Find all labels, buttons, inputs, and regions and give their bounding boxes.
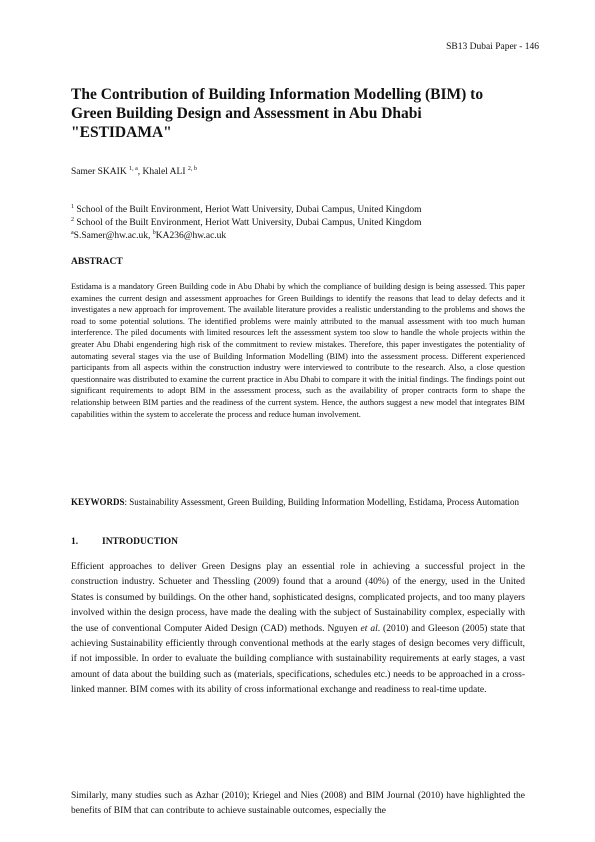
body-paragraph: Similarly, many studies such as Azhar (2010); Kriegel and Nies (2008) and BIM Journal (2010) have highlighted the benefits of BIM that can contribute to achieve sustainable outcomes, especially the bbox=[71, 791, 525, 817]
paragraph-text: Efficient approaches to deliver Green Designs play an essential role in achieving a successful project in the construction industry. Schueter and Thessling (2009) found that a around (40%) of the energy, used in the United States is consumed by buildings. On the other hand, sophisticated designs, complicated projects, and too many players involved within the design process, have made the dealing with the subject of Sustainability complex, especially with the use of conventional Computer Aided Design (CAD) methods. Nguyen bbox=[71, 562, 525, 634]
author-name: Khalel ALI bbox=[142, 167, 186, 177]
keywords bbox=[71, 496, 525, 509]
section-heading bbox=[71, 537, 178, 547]
author-affiliation-marker: 1, a bbox=[129, 165, 138, 172]
title-line: "ESTIDAMA" bbox=[71, 124, 172, 141]
title-line: The Contribution of Building Information Modelling (BIM) to bbox=[71, 86, 484, 103]
section-title: INTRODUCTION bbox=[102, 537, 179, 547]
email-marker: a bbox=[71, 229, 74, 236]
abstract-heading: ABSTRACT bbox=[71, 257, 123, 267]
affiliation-text: School of the Built Environment, Heriot Watt University, Dubai Campus, United Kingdom bbox=[74, 218, 422, 228]
email-line bbox=[71, 230, 422, 243]
email-address: KA236@hw.ac.uk bbox=[155, 231, 227, 241]
abstract-text: Estidama is a mandatory Green Building code in Abu Dhabi by which the compliance of building design is being assessed. This paper examines the current design and assessment approaches for Green Buildings to identify the reasons that lead to delay defects and it investigates a new approach for improvement. The available literature provides a realistic understanding to the problems and shows the road to some potential solutions. The identified problems were mainly attributed to the manual assessment with too much human interference. The piled documents with limited resources left the assessment system too slow to handle the whole projects within the greater Abu Dhabi engendering high risk of the commitment to review mistakes. Therefore, this paper investigates the potentiality of automating several stages via the use of Building Information Modelling (BIM) into the assessment process. Different experienced participants from all aspects within the construction industry were interviewed to contribute to the research. Also, a close question questionnaire was distributed to examine the current practice in Abu Dhabi to compare it with the initial findings. The findings point out significant requirements to adopt BIM in the assessment process, such as the availability of proper contracts form to shape the relationship between BIM parties and the readiness of the current system. Hence, the authors suggest a new model that integrates BIM capabilities within the system to accelerate the process and reduce human involvement. bbox=[71, 282, 525, 419]
title-line: Green Building Design and Assessment in Abu Dhabi bbox=[71, 105, 422, 122]
running-head: SB13 Dubai Paper - 146 bbox=[446, 42, 539, 52]
affiliation-marker: 2 bbox=[71, 216, 74, 223]
author-separator: , bbox=[137, 167, 143, 177]
affiliations bbox=[71, 204, 422, 243]
section-number: 1. bbox=[71, 537, 79, 547]
affiliation-line bbox=[71, 204, 422, 217]
author-list bbox=[71, 167, 197, 177]
affiliation-marker: 1 bbox=[71, 203, 74, 210]
paragraph-text: . (2010) and Gleeson (2005) state that achieving Sustainability efficiently through conventional methods at the early stages of design becomes very difficult, if not impossible. In order to evaluate the building compliance with sustainability requirements at early stages, a vast amount of data about the building such as (materials, specifications, schedules etc.) needs to be approached in a cross-linked manner. BIM comes with its ability of cross informational exchange and readiness to real-time update. bbox=[71, 623, 526, 696]
keywords-label: KEYWORDS bbox=[71, 497, 125, 507]
paper-title bbox=[71, 85, 531, 142]
affiliation-line bbox=[71, 217, 422, 230]
keywords-text: : Sustainability Assessment, Green Building, Building Information Modelling, Estidama, Process Automation bbox=[124, 497, 519, 507]
author-affiliation-marker: 2, b bbox=[187, 165, 197, 172]
email-address: S.Samer@hw.ac.uk, bbox=[73, 231, 153, 241]
email-marker: b bbox=[152, 229, 156, 236]
affiliation-text: School of the Built Environment, Heriot Watt University, Dubai Campus, United Kingdom bbox=[74, 205, 422, 215]
author-name: Samer SKAIK bbox=[71, 167, 127, 177]
body-paragraph bbox=[71, 560, 525, 699]
italic-text: et al bbox=[360, 623, 378, 634]
